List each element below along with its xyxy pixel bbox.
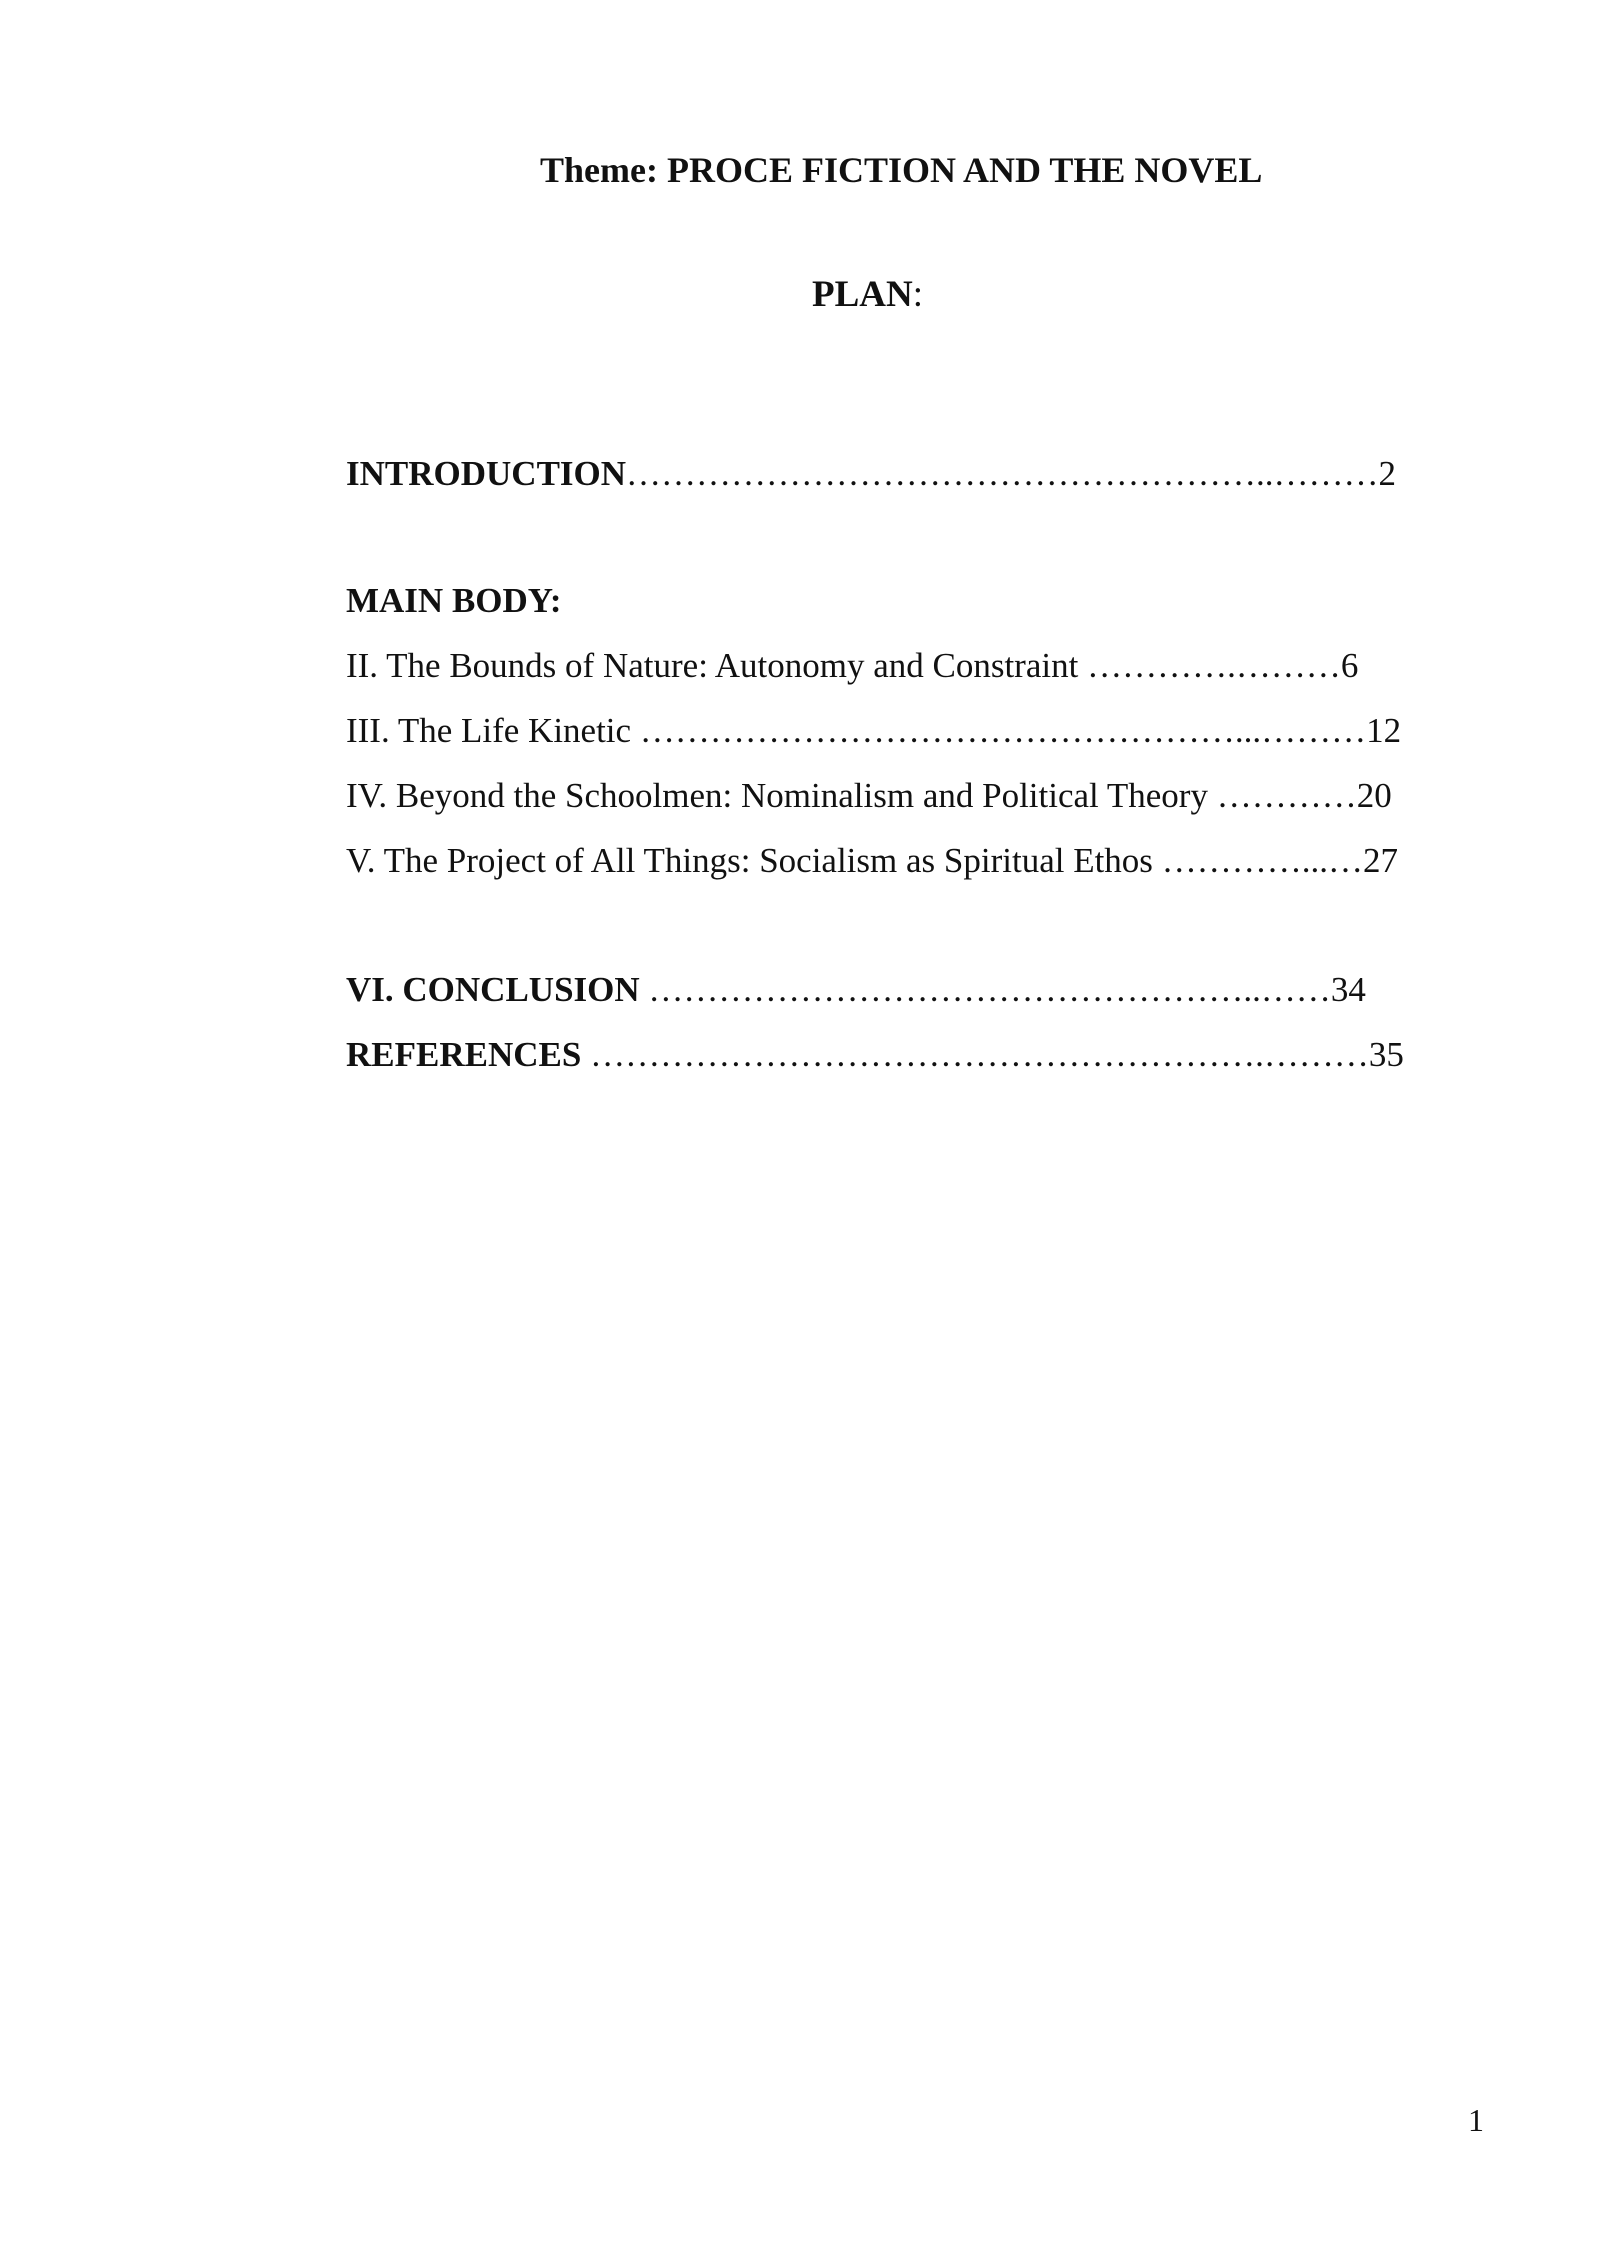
toc-page-number: 34 [1330,970,1366,1009]
toc-label: INTRODUCTION [346,454,627,493]
toc-page-number: 27 [1362,841,1398,880]
toc-leader-dots: ………………………………………………….……… [590,1035,1369,1074]
plan-heading [812,276,923,313]
toc-entry-conclusion [346,972,1366,1007]
toc-page-number: 12 [1366,711,1402,750]
toc-label: IV. Beyond the Schoolmen: Nominalism and Political Theory [346,776,1217,815]
toc-label: V. The Project of All Things: Socialism as Spiritual Ethos [346,841,1162,880]
toc-entry-beyond-schoolmen [346,778,1392,813]
toc-entry-bounds-of-nature [346,648,1358,683]
plan-label: PLAN [812,274,913,315]
toc-label: VI. CONCLUSION [346,970,649,1009]
page-number: 1 [1468,2102,1484,2138]
main-body-label: MAIN BODY: [346,581,562,620]
toc-leader-dots: ……………………………………………...……… [639,711,1367,750]
toc-label: III. The Life Kinetic [346,711,640,750]
toc-entry-references [346,1037,1404,1072]
toc-entry-project-of-all-things [346,843,1398,878]
toc-leader-dots: ………… [1216,776,1357,815]
toc-leader-dots: ……………………………………………..…… [648,970,1331,1009]
toc-entry-life-kinetic [346,713,1401,748]
toc-page-number: 20 [1356,776,1392,815]
toc-page-number: 2 [1378,454,1397,493]
toc-page-number: 6 [1340,646,1359,685]
toc-leader-dots: …………...… [1161,841,1363,880]
toc-label: REFERENCES [346,1035,591,1074]
toc-page-number: 35 [1368,1035,1404,1074]
toc-entry-introduction [346,456,1396,491]
plan-colon: : [912,274,924,315]
toc-label: II. The Bounds of Nature: Autonomy and Constraint [346,646,1088,685]
toc-leader-dots: ………….……… [1087,646,1341,685]
document-title: Theme: PROCE FICTION AND THE NOVEL [540,150,1263,190]
toc-leader-dots: ………………………………………………..……… [626,454,1379,493]
